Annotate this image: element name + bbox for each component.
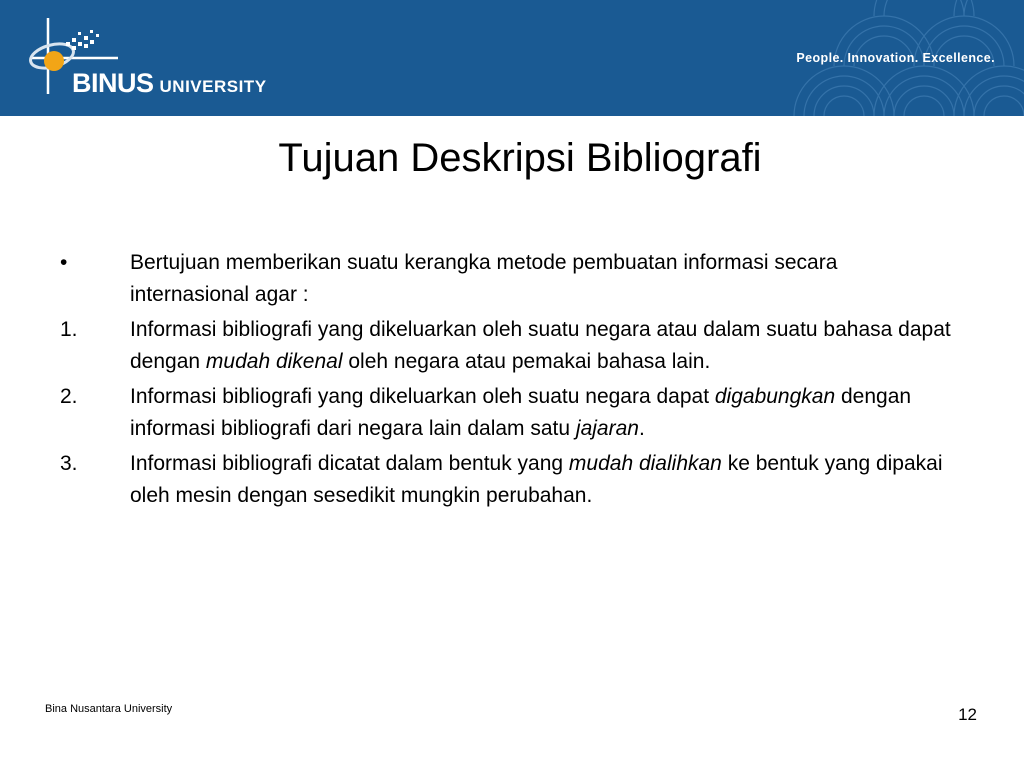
list-item — [60, 448, 960, 512]
logo-wordmark — [72, 68, 267, 99]
list-marker: 1. — [60, 318, 78, 341]
list-item-text — [130, 381, 960, 445]
header-banner — [0, 0, 1024, 116]
text-segment: ke bentuk yang dipakai oleh mesin dengan sesedikit mungkin perubahan. — [130, 452, 943, 507]
list-marker: • — [60, 251, 68, 274]
emphasized-text: mudah dikenal — [205, 350, 343, 373]
tagline: People. Innovation. Excellence. — [796, 51, 995, 65]
text-segment: . — [638, 417, 645, 440]
list-item-text — [130, 247, 960, 311]
footer-organization: Bina Nusantara University — [45, 703, 173, 715]
logo-suffix: UNIVERSITY — [159, 77, 267, 96]
list-item — [60, 314, 960, 378]
emphasized-text: digabungkan — [714, 385, 836, 408]
list-marker: 2. — [60, 385, 78, 408]
list-marker: 3. — [60, 452, 78, 475]
list-item — [60, 247, 960, 311]
text-segment: oleh negara atau pemakai bahasa lain. — [342, 350, 711, 373]
slide-body — [60, 247, 960, 515]
text-segment: Informasi bibliografi yang dikeluarkan oleh suatu negara atau dalam suatu bahasa dapat dengan — [130, 318, 951, 373]
text-segment: Bertujuan memberikan suatu kerangka metode pembuatan informasi secara internasional agar : — [130, 251, 838, 306]
text-segment: dengan informasi bibliografi dari negara lain dalam satu — [130, 385, 912, 440]
emphasized-text: jajaran — [575, 417, 639, 440]
text-segment: Informasi bibliografi dicatat dalam bentuk yang — [130, 452, 569, 475]
logo-brand: BINUS — [72, 68, 154, 98]
slide-title: Tujuan Deskripsi Bibliografi — [278, 136, 762, 180]
text-segment: Informasi bibliografi yang dikeluarkan oleh suatu negara dapat — [130, 385, 715, 408]
list-item-text — [130, 314, 960, 378]
list-item-text — [130, 448, 960, 512]
list-item — [60, 381, 960, 445]
emphasized-text: mudah dialihkan — [568, 452, 722, 475]
page-number: 12 — [958, 705, 977, 724]
